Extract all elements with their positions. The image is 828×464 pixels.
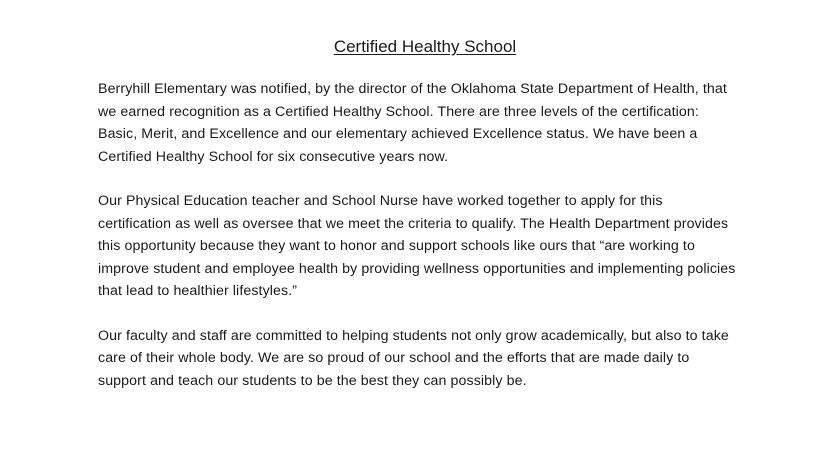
paragraph-certification-announcement: Berryhill Elementary was notified, by the director of the Oklahoma State Department of Health, that we earned recognition as a Certified Healthy School. There are three levels of the certification: Basic, Merit, and Excellence and our elementary achieved Excellence status. We have been a Certified Healthy School for six consecutive years now. [98,81,727,165]
paragraph-faculty-commitment: Our faculty and staff are committed to helping students not only grow academically, but also to take care of their whole body. We are so proud of our school and the efforts that are made daily to support and teach our students to be the best they can possibly be. [98,327,729,389]
document-body [98,36,738,392]
document-title: Certified Healthy School [333,37,517,56]
paragraph-application-process: Our Physical Education teacher and School Nurse have worked together to apply for this certification as well as oversee that we meet the criteria to qualify. The Health Department provides this opportunity because they want to honor and support schools like ours that “are working to improve student and employee health by providing wellness opportunities and implementing policies that lead to healthier lifestyles.” [98,193,736,299]
